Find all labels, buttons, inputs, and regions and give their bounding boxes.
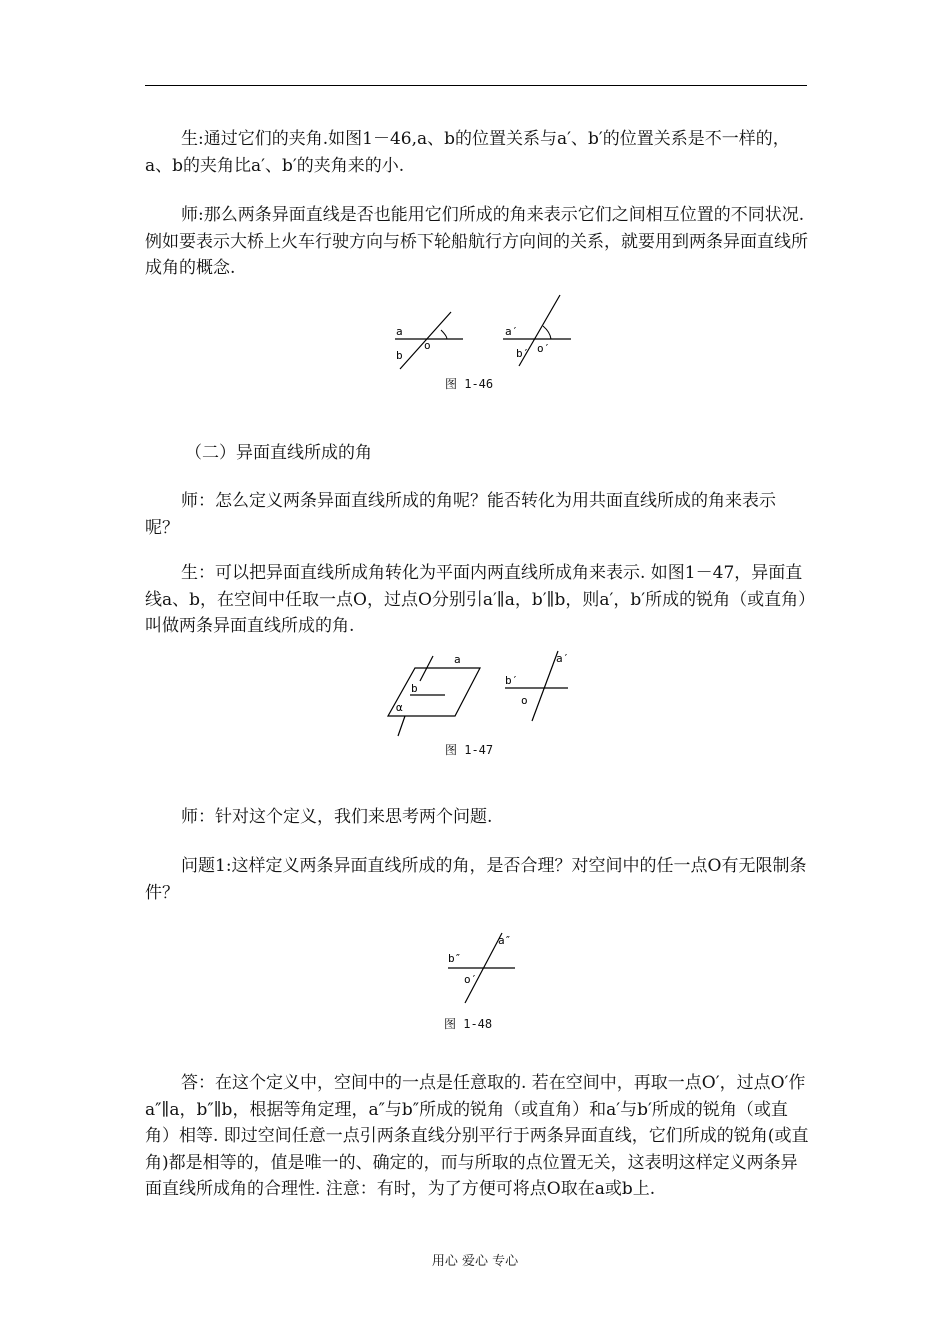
figure-1-47: [380, 648, 580, 748]
caption-1-46: 图 1-46: [445, 377, 494, 391]
caption-1-47: 图 1-47: [445, 743, 494, 757]
label-a: a: [454, 653, 461, 666]
label-o: o: [521, 694, 528, 707]
label-b-double-prime: b″: [448, 952, 462, 965]
label-b-prime: b′: [505, 674, 519, 687]
label-a: a: [396, 325, 403, 338]
label-a-prime: a′: [556, 652, 570, 665]
figure-1-48: [440, 930, 530, 1010]
label-o-prime: o′: [537, 342, 551, 355]
header-rule: [145, 85, 807, 86]
question-1: 问题1:这样定义两条异面直线所成的角，是否合理？对空间中的任一点O有无限制条件？: [145, 856, 807, 903]
caption-1-48: 图 1-48: [444, 1017, 493, 1031]
paragraph-student-1: 生:通过它们的夹角.如图1－46,a、b的位置关系与a′、b′的位置关系是不一样的，a、b的夹角比a′、b′的夹角来的小.: [145, 129, 790, 176]
section-heading: （二）异面直线所成的角: [185, 443, 372, 463]
label-o-prime: o′: [464, 973, 478, 986]
label-b-prime: b′: [516, 347, 530, 360]
paragraph-answer: 答：在这个定义中，空间中的一点是任意取的. 若在空间中，再取一点O′，过点O′作a″∥a，b″∥b，根据等角定理，a″与b″所成的锐角（或直角）和a′与b′所成的锐角（或直角）相等. 即过空间任意一点引两条直线分别平行于两条异面直线，它们所成的锐角(或直角)都是相等的，值是唯一的、确定的，而与所取的点位置无关，这表明这样定义两条异面直线所成角的合理性. 注意：有时，为了方便可将点O取在a或b上.: [145, 1073, 809, 1199]
paragraph-teacher-2: 师：怎么定义两条异面直线所成的角呢？能否转化为用共面直线所成的角来表示呢？: [145, 491, 776, 538]
paragraph-teacher-1: 师:那么两条异面直线是否也能用它们所成的角来表示它们之间相互位置的不同状况.例如要表示大桥上火车行驶方向与桥下轮船航行方向间的关系，就要用到两条异面直线所成角的概念.: [145, 205, 808, 278]
label-b: b: [396, 349, 403, 362]
label-a-double-prime: a″: [498, 934, 512, 947]
label-o: o: [424, 339, 431, 352]
paragraph-student-2: 生：可以把异面直线所成角转化为平面内两直线所成角来表示. 如图1－47，异面直线a、b，在空间中任取一点O，过点O分别引a′∥a，b′∥b，则a′，b′所成的锐角（或直角）叫做两条异面直线所成的角.: [145, 563, 807, 636]
label-b: b: [411, 682, 418, 695]
page-footer: 用心 爱心 专心: [431, 1254, 519, 1269]
label-a-prime: a′: [505, 325, 519, 338]
paragraph-teacher-3: 师：针对这个定义，我们来思考两个问题.: [181, 807, 493, 827]
label-alpha: α: [396, 701, 403, 714]
